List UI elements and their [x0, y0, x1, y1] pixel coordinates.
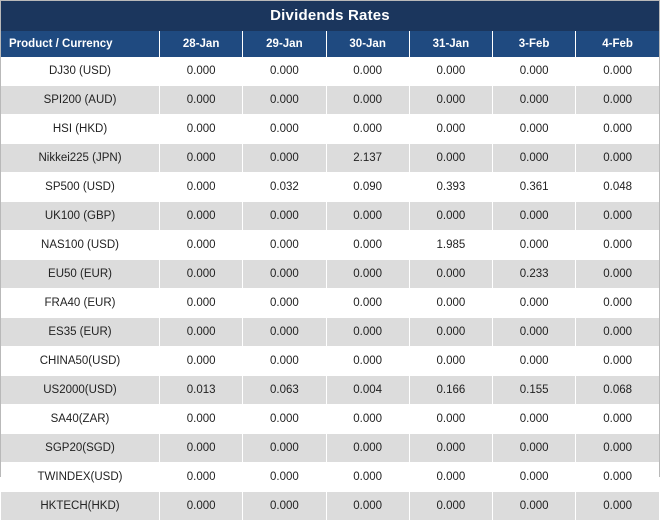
rate-cell: 0.000 — [243, 347, 326, 376]
product-label: TWINDEX(USD) — [1, 463, 160, 492]
rate-cell: 0.000 — [409, 144, 492, 173]
rate-cell: 0.068 — [576, 376, 659, 405]
rate-cell: 0.000 — [576, 202, 659, 231]
table-row — [1, 57, 659, 86]
rate-cell: 0.000 — [493, 492, 576, 521]
rate-cell: 0.000 — [243, 434, 326, 463]
rate-cell: 0.000 — [576, 260, 659, 289]
rate-cell: 0.032 — [243, 173, 326, 202]
rate-cell: 0.000 — [576, 57, 659, 86]
table-row — [1, 260, 659, 289]
product-label: FRA40 (EUR) — [1, 289, 160, 318]
rate-cell: 0.000 — [160, 202, 243, 231]
rate-cell: 0.000 — [326, 318, 409, 347]
column-header-date-3: 30-Jan — [326, 31, 409, 57]
rate-cell: 0.000 — [576, 231, 659, 260]
rate-cell: 0.000 — [160, 463, 243, 492]
rate-cell: 0.000 — [160, 115, 243, 144]
rate-cell: 0.000 — [409, 318, 492, 347]
rate-cell: 0.000 — [160, 86, 243, 115]
rate-cell: 0.000 — [409, 405, 492, 434]
product-label: SGP20(SGD) — [1, 434, 160, 463]
rate-cell: 0.000 — [326, 492, 409, 521]
rate-cell: 0.000 — [493, 289, 576, 318]
rate-cell: 0.155 — [493, 376, 576, 405]
rate-cell: 0.000 — [493, 405, 576, 434]
rate-cell: 0.000 — [243, 405, 326, 434]
table-row — [1, 434, 659, 463]
table-body — [1, 57, 659, 521]
table-row — [1, 86, 659, 115]
table-row — [1, 347, 659, 376]
product-label: Nikkei225 (JPN) — [1, 144, 160, 173]
rate-cell: 0.000 — [326, 115, 409, 144]
rate-cell: 0.000 — [493, 86, 576, 115]
table-row — [1, 115, 659, 144]
product-label: HSI (HKD) — [1, 115, 160, 144]
rate-cell: 0.000 — [243, 86, 326, 115]
rate-cell: 0.000 — [493, 115, 576, 144]
rate-cell: 0.000 — [160, 434, 243, 463]
rate-cell: 0.000 — [493, 434, 576, 463]
rate-cell: 0.000 — [160, 405, 243, 434]
rate-cell: 0.000 — [493, 202, 576, 231]
table-header-row — [1, 31, 659, 57]
column-header-date-5: 3-Feb — [493, 31, 576, 57]
rate-cell: 0.000 — [160, 260, 243, 289]
rate-cell: 0.000 — [326, 434, 409, 463]
rate-cell: 0.000 — [243, 463, 326, 492]
product-label: ES35 (EUR) — [1, 318, 160, 347]
rate-cell: 0.000 — [160, 289, 243, 318]
rate-cell: 0.000 — [160, 144, 243, 173]
rate-cell: 0.000 — [243, 231, 326, 260]
rate-cell: 0.000 — [326, 405, 409, 434]
rate-cell: 0.000 — [326, 463, 409, 492]
rate-cell: 0.063 — [243, 376, 326, 405]
rate-cell: 0.000 — [243, 202, 326, 231]
rate-cell: 0.361 — [493, 173, 576, 202]
rate-cell: 0.000 — [160, 492, 243, 521]
rate-cell: 0.013 — [160, 376, 243, 405]
rate-cell: 0.000 — [409, 115, 492, 144]
rate-cell: 0.000 — [326, 202, 409, 231]
rate-cell: 0.004 — [326, 376, 409, 405]
rate-cell: 0.000 — [243, 289, 326, 318]
column-header-date-2: 29-Jan — [243, 31, 326, 57]
rate-cell: 0.000 — [326, 57, 409, 86]
rate-cell: 1.985 — [409, 231, 492, 260]
product-label: NAS100 (USD) — [1, 231, 160, 260]
table-header — [1, 31, 659, 57]
rate-cell: 0.000 — [576, 289, 659, 318]
rate-cell: 0.000 — [409, 463, 492, 492]
rate-cell: 0.090 — [326, 173, 409, 202]
rate-cell: 0.000 — [493, 347, 576, 376]
column-header-date-6: 4-Feb — [576, 31, 659, 57]
rate-cell: 0.000 — [243, 260, 326, 289]
rate-cell: 0.000 — [160, 318, 243, 347]
rate-cell: 0.000 — [243, 318, 326, 347]
rate-cell: 0.000 — [160, 347, 243, 376]
rate-cell: 0.000 — [576, 434, 659, 463]
product-label: SP500 (USD) — [1, 173, 160, 202]
column-header-date-1: 28-Jan — [160, 31, 243, 57]
rate-cell: 0.000 — [409, 86, 492, 115]
table-row — [1, 231, 659, 260]
product-label: SA40(ZAR) — [1, 405, 160, 434]
column-header-product: Product / Currency — [1, 31, 160, 57]
rate-cell: 0.000 — [243, 492, 326, 521]
table-row — [1, 492, 659, 521]
table-row — [1, 318, 659, 347]
column-header-date-4: 31-Jan — [409, 31, 492, 57]
product-label: EU50 (EUR) — [1, 260, 160, 289]
rate-cell: 0.000 — [576, 144, 659, 173]
table-row — [1, 144, 659, 173]
rate-cell: 0.000 — [493, 318, 576, 347]
rate-cell: 0.000 — [243, 57, 326, 86]
rate-cell: 0.000 — [409, 202, 492, 231]
rate-cell: 0.000 — [576, 347, 659, 376]
rate-cell: 0.048 — [576, 173, 659, 202]
rate-cell: 0.000 — [409, 260, 492, 289]
rate-cell: 0.000 — [160, 173, 243, 202]
product-label: CHINA50(USD) — [1, 347, 160, 376]
rate-cell: 0.000 — [409, 57, 492, 86]
table-row — [1, 376, 659, 405]
rate-cell: 0.000 — [409, 492, 492, 521]
table-row — [1, 173, 659, 202]
product-label: SPI200 (AUD) — [1, 86, 160, 115]
rate-cell: 0.000 — [160, 231, 243, 260]
product-label: HKTECH(HKD) — [1, 492, 160, 521]
rate-cell: 0.000 — [409, 347, 492, 376]
rate-cell: 0.000 — [576, 318, 659, 347]
rate-cell: 0.166 — [409, 376, 492, 405]
rate-cell: 0.000 — [243, 144, 326, 173]
rate-cell: 0.000 — [576, 115, 659, 144]
rate-cell: 0.000 — [493, 144, 576, 173]
product-label: UK100 (GBP) — [1, 202, 160, 231]
rate-cell: 0.000 — [326, 231, 409, 260]
rate-cell: 0.000 — [493, 57, 576, 86]
rate-cell: 0.000 — [326, 86, 409, 115]
table-row — [1, 405, 659, 434]
rate-cell: 0.000 — [576, 463, 659, 492]
rate-cell: 0.000 — [493, 463, 576, 492]
rate-cell: 0.000 — [326, 260, 409, 289]
product-label: DJ30 (USD) — [1, 57, 160, 86]
table-row — [1, 289, 659, 318]
table-row — [1, 463, 659, 492]
rate-cell: 2.137 — [326, 144, 409, 173]
rate-cell: 0.000 — [576, 86, 659, 115]
rate-cell: 0.000 — [409, 289, 492, 318]
rate-cell: 0.000 — [160, 57, 243, 86]
rate-cell: 0.000 — [576, 492, 659, 521]
rate-cell: 0.233 — [493, 260, 576, 289]
rate-cell: 0.000 — [243, 115, 326, 144]
rate-cell: 0.000 — [493, 231, 576, 260]
rate-cell: 0.393 — [409, 173, 492, 202]
page-title: Dividends Rates — [1, 1, 659, 31]
rate-cell: 0.000 — [326, 347, 409, 376]
product-label: US2000(USD) — [1, 376, 160, 405]
rate-cell: 0.000 — [576, 405, 659, 434]
rate-cell: 0.000 — [409, 434, 492, 463]
dividends-rates-table — [1, 31, 659, 521]
table-row — [1, 202, 659, 231]
rate-cell: 0.000 — [326, 289, 409, 318]
